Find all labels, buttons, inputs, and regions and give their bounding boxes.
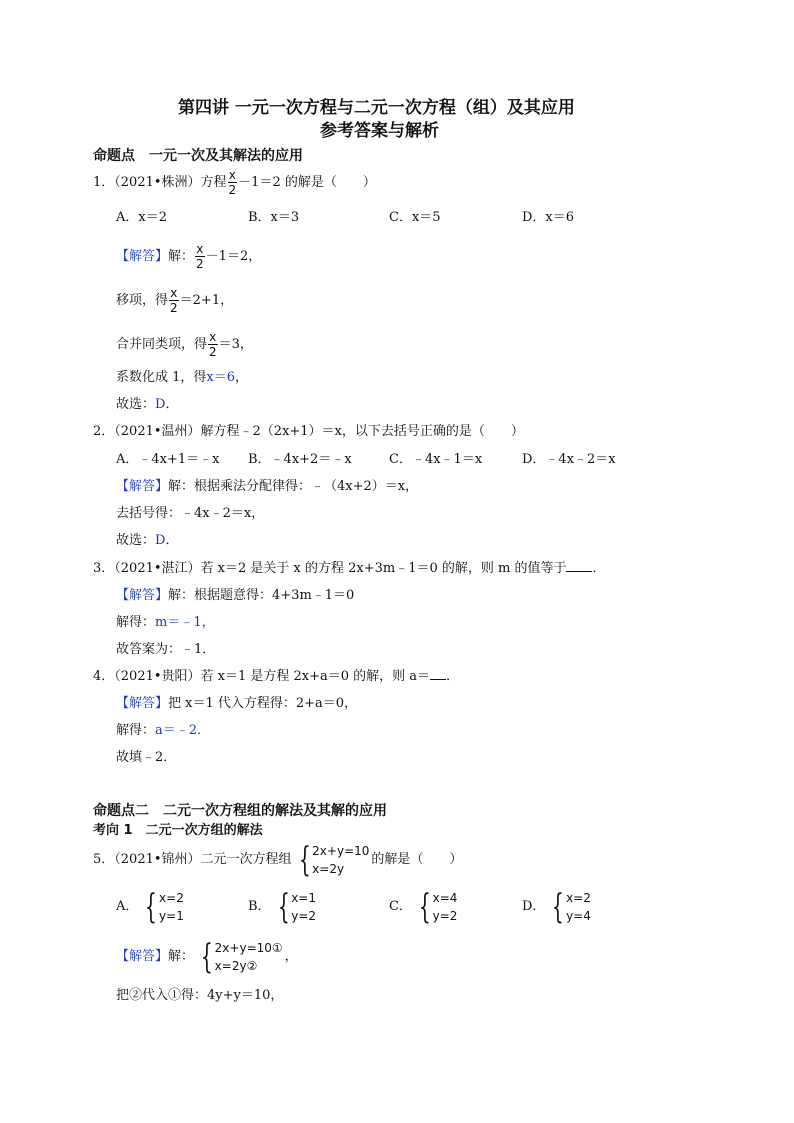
q4-answer-step-1: 【解答】把 x＝1 代入方程得：2+a＝0， xyxy=(116,696,358,711)
equation-system: { 2x+y=10 x=2y xyxy=(298,839,370,880)
fraction: $\frac{x}{2}$ xyxy=(228,168,237,197)
q1-answer-step-1: 【解答】解： $\frac{x}{2}$ －1＝2， xyxy=(116,242,262,271)
q2-option-a: A．﹣4x+1＝﹣x xyxy=(116,452,220,467)
q2-answer-choice: 故选：D． xyxy=(116,533,179,548)
q1-answer-step-2: 移项，得 $\frac{x}{2}$ ＝2+1， xyxy=(116,286,234,315)
answer-blank xyxy=(566,571,592,572)
q5-option-c: C． { x=4 y=2 xyxy=(389,886,458,927)
q1-option-c: C．x＝5 xyxy=(389,210,441,225)
page-subtitle: 参考答案与解析 xyxy=(320,121,439,141)
q3-answer-final: 故答案为：﹣1． xyxy=(116,642,216,657)
question-2-stem: 2．（2021•温州）解方程﹣2（2x+1）＝x，以下去括号正确的是（ ） xyxy=(93,424,524,439)
q1-answer-choice: 故选：D． xyxy=(116,397,179,412)
question-1-stem: 1．（2021•株洲）方程 $\frac{x}{2}$ －1＝2 的解是（ ） xyxy=(93,168,376,197)
subsection-heading-1: 考向 1 二元一次方组的解法 xyxy=(93,823,263,838)
section-heading-1: 命题点 一元一次及其解法的应用 xyxy=(93,148,303,164)
question-4-stem: 4．（2021•贵阳）若 x＝1 是方程 2x+a＝0 的解，则 a＝ ． xyxy=(93,669,460,684)
q2-answer-step-2: 去括号得：﹣4x﹣2＝x， xyxy=(116,506,265,521)
q5-option-d: D． { x=2 y=4 xyxy=(522,886,591,927)
q5-answer-step-1: 【解答】解： { 2x+y=10① x=2y② ， xyxy=(116,936,298,977)
q2-answer-step-1: 【解答】解：根据乘法分配律得：﹣（4x+2）＝x， xyxy=(116,479,419,494)
q3-answer-step-2: 解得：m＝﹣1， xyxy=(116,615,215,630)
question-3-stem: 3．（2021•湛江）若 x＝2 是关于 x 的方程 2x+3m﹣1＝0 的解，则 m 的值等于 ． xyxy=(93,561,606,576)
section-heading-2: 命题点二 二元一次方程组的解法及其解的应用 xyxy=(93,803,387,819)
page-title: 第四讲 一元一次方程与二元一次方程（组）及其应用 xyxy=(178,98,575,118)
q1-option-b: B．x＝3 xyxy=(248,210,300,225)
q5-option-b: B． { x=1 y=2 xyxy=(248,886,316,927)
q5-option-a: A． { x=2 y=1 xyxy=(116,886,184,927)
q4-answer-step-2: 解得：a＝﹣2． xyxy=(116,723,211,738)
q1-answer-step-3: 合并同类项，得 $\frac{x}{2}$ ＝3， xyxy=(116,330,253,359)
q5-answer-step-2: 把②代入①得：4y+y＝10， xyxy=(116,988,284,1003)
q4-answer-final: 故填﹣2． xyxy=(116,750,177,765)
q3-answer-step-1: 【解答】解：根据题意得：4+3m﹣1＝0 xyxy=(116,588,355,603)
q2-option-b: B．﹣4x+2＝﹣x xyxy=(248,452,352,467)
q2-option-d: D．﹣4x﹣2＝x xyxy=(522,452,616,467)
q1-answer-step-4: 系数化成 1，得x＝6， xyxy=(116,370,249,385)
q1-option-a: A．x＝2 xyxy=(116,210,167,225)
q1-option-d: D．x＝6 xyxy=(522,210,575,225)
q2-option-c: C．﹣4x﹣1＝x xyxy=(389,452,483,467)
question-5-stem: 5．（2021•锦州）二元一次方程组 { 2x+y=10 x=2y 的解是（ ） xyxy=(93,839,463,880)
answer-blank xyxy=(430,679,446,680)
